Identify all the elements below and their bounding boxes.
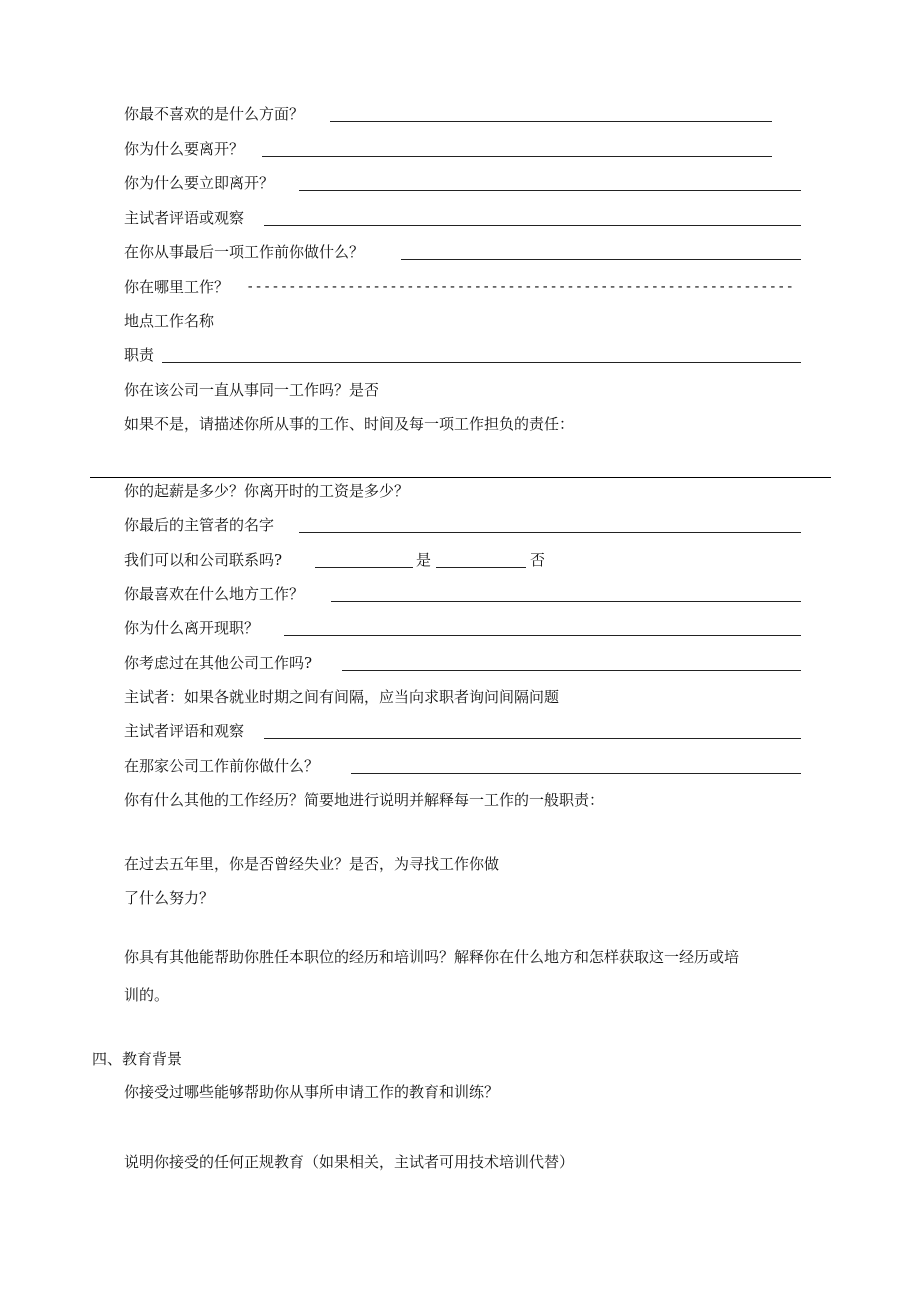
q-considered-other: 你考虑过在其他公司工作吗? <box>124 654 313 672</box>
answer-line-like-most-place[interactable] <box>331 601 801 602</box>
q-other-training-line2: 训的。 <box>124 986 170 1004</box>
option-no[interactable]: 否 <box>530 551 546 569</box>
q-education-training: 你接受过哪些能够帮助你从事所申请工作的教育和训练？ <box>124 1083 500 1101</box>
option-yes[interactable]: 是 <box>416 551 432 569</box>
q-why-leave: 你为什么要离开？ <box>124 140 245 158</box>
q-last-supervisor: 你最后的主管者的名字 <box>124 516 275 534</box>
answer-line-contact-yes[interactable] <box>315 567 413 568</box>
q-examiner-comments: 主试者评语或观察 <box>124 209 245 227</box>
q-salary: 你的起薪是多少？你离开时的工资是多少？ <box>124 482 410 500</box>
answer-line-before-that-company[interactable] <box>351 773 801 774</box>
section-divider <box>90 477 831 478</box>
answer-line-why-leave[interactable] <box>262 156 772 157</box>
q-contact-company: 我们可以和公司联系吗? <box>124 551 283 569</box>
q-other-training-line1: 你具有其他能帮助你胜任本职位的经历和培训吗？解释你在什么地方和怎样获取这一经历或培 <box>124 948 740 966</box>
q-examiner-comments-2: 主试者评语和观察 <box>124 722 245 740</box>
answer-line-why-leave-current[interactable] <box>284 635 801 636</box>
note-examiner-gap: 主试者：如果各就业时期之间有间隔，应当向求职者询问间隔问题 <box>124 688 560 706</box>
q-same-job: 你在该公司一直从事同一工作吗？是否 <box>124 381 380 399</box>
q-where-work: 你在哪里工作？ <box>124 278 230 296</box>
q-dislike: 你最不喜欢的是什么方面？ <box>124 105 305 123</box>
answer-line-contact-no[interactable] <box>436 567 526 568</box>
answer-line-last-supervisor[interactable] <box>299 532 801 533</box>
q-unemployed-line2: 了什么努力？ <box>124 889 215 907</box>
answer-line-considered-other[interactable] <box>342 670 801 671</box>
q-if-not: 如果不是，请描述你所从事的工作、时间及每一项工作担负的责任： <box>124 415 575 433</box>
q-like-most-place: 你最喜欢在什么地方工作？ <box>124 585 305 603</box>
q-formal-education: 说明你接受的任何正规教育（如果相关，主试者可用技术培训代替） <box>124 1153 575 1171</box>
q-before-last-job: 在你从事最后一项工作前你做什么？ <box>124 243 365 261</box>
answer-line-why-leave-now[interactable] <box>299 190 801 191</box>
answer-dash-line-where-work[interactable]: ----------------------------------------------------------------- <box>246 279 794 295</box>
q-why-leave-current: 你为什么离开现职？ <box>124 619 260 637</box>
answer-line-duties[interactable] <box>162 362 801 363</box>
label-location-title: 地点工作名称 <box>124 312 215 330</box>
answer-line-before-last-job[interactable] <box>401 259 801 260</box>
answer-line-examiner-comments-2[interactable] <box>264 738 801 739</box>
label-duties: 职责 <box>124 346 155 364</box>
q-before-that-company: 在那家公司工作前你做什么？ <box>124 757 320 775</box>
q-why-leave-now: 你为什么要立即离开？ <box>124 174 275 192</box>
q-other-experience: 你有什么其他的工作经历？简要地进行说明并解释每一工作的一般职责： <box>124 791 605 809</box>
answer-line-examiner-comments[interactable] <box>264 225 801 226</box>
q-unemployed-line1: 在过去五年里，你是否曾经失业？是否，为寻找工作你做 <box>124 855 500 873</box>
section-education-heading: 四、教育背景 <box>92 1050 183 1068</box>
answer-line-dislike[interactable] <box>330 121 772 122</box>
